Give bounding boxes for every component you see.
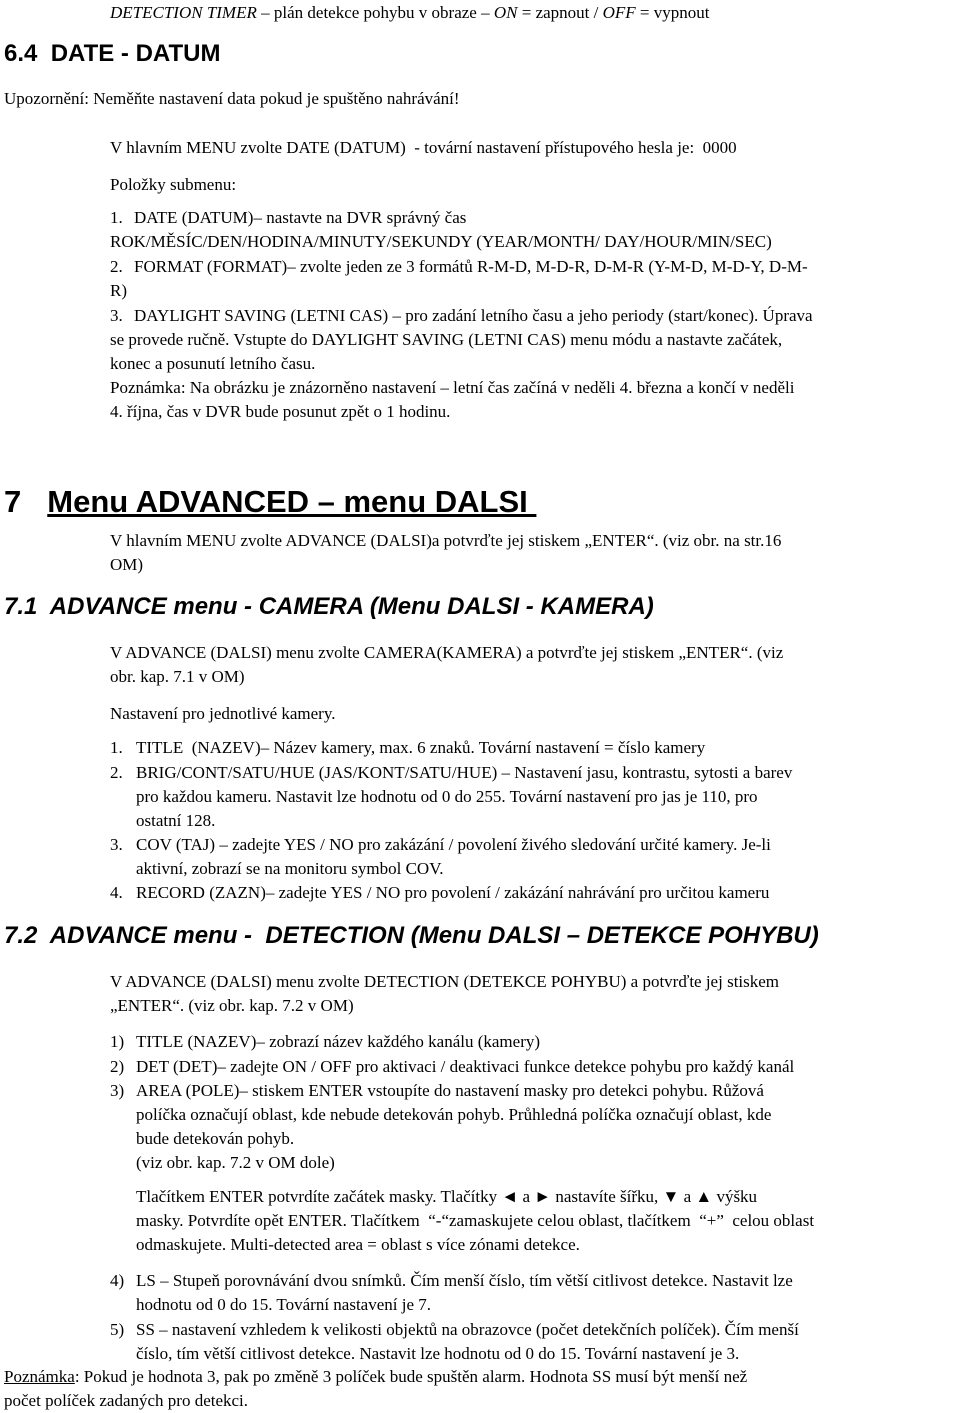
on-label: ON: [493, 3, 518, 22]
note-text: : Pokud je hodnota 3, pak po změně 3 políček bude spuštěn alarm. Hodnota SS musí být menší než: [74, 1367, 748, 1386]
list-item-line: ostatní 128.: [136, 811, 216, 830]
list-item-line: políčka označují oblast, kde nebude detekován pohyb. Průhledná políčka označují oblast, kde: [136, 1105, 772, 1124]
list-item-line: FORMAT (FORMAT)– zvolte jeden ze 3 formátů R-M-D, M-D-R, D-M-R (Y-M-D, M-D-Y, D-M-: [134, 257, 808, 276]
warning-line: [4, 88, 460, 110]
section-7-title: Menu ADVANCED – menu DALSI: [47, 484, 537, 519]
list-number: 1): [110, 1032, 125, 1051]
list-item-line: AREA (POLE)– stiskem ENTER vstoupíte do nastavení masky pro detekci pohybu. Růžová: [136, 1081, 764, 1100]
list-item-line: bude detekován pohyb.: [136, 1129, 295, 1148]
mask-line: masky. Potvrdíte opět ENTER. Tlačítkem “-“zamaskujete celou oblast, tlačítkem “+” celou oblast: [136, 1211, 815, 1230]
detection-timer-line: [110, 2, 709, 24]
detection-timer-desc: – plán detekce pohybu v obraze –: [256, 3, 494, 22]
list-item-line: DATE (DATUM)– nastavte na DVR správný čas: [134, 208, 467, 227]
section-7-1-sub: Nastavení pro jednotlivé kamery.: [110, 704, 336, 723]
section-7-text: V hlavním MENU zvolte ADVANCE (DALSI)a potvrďte jej stiskem „ENTER“. (viz obr. na str.16: [110, 531, 782, 550]
list-item-line: (viz obr. kap. 7.2 v OM dole): [136, 1153, 335, 1172]
list-item-line: R): [110, 281, 127, 300]
note-label: Poznámka: [4, 1367, 75, 1386]
list-item-line: se provede ručně. Vstupte do DAYLIGHT SAVING (LETNI CAS) menu módu a nastavte začátek,: [110, 330, 783, 349]
off-label: OFF: [602, 3, 636, 22]
section-7-number: 7: [4, 484, 22, 519]
section-7-1-intro: V ADVANCE (DALSI) menu zvolte CAMERA(KAMERA) a potvrďte jej stiskem „ENTER“. (viz: [110, 643, 784, 662]
list-number: 3.: [110, 835, 123, 854]
section-7-2-heading: 7.2 ADVANCE menu - DETECTION (Menu DALSI – DETEKCE POHYBU): [4, 922, 819, 949]
section-7-heading: [4, 484, 536, 520]
off-desc: = vypnout: [635, 3, 710, 22]
section-7-2-intro: „ENTER“. (viz obr. kap. 7.2 v OM): [110, 996, 354, 1015]
detection-note: [4, 1366, 747, 1388]
section-7-1-intro: obr. kap. 7.1 v OM): [110, 667, 245, 686]
mask-line: Tlačítkem ENTER potvrdíte začátek masky. Tlačítky ◄ a ► nastavíte šířku, ▼ a ▲ výšku: [136, 1187, 758, 1206]
section-7-2-intro: V ADVANCE (DALSI) menu zvolte DETECTION (DETEKCE POHYBU) a potvrďte jej stiskem: [110, 972, 780, 991]
section-7-text: OM): [110, 555, 144, 574]
list-number: 3.: [110, 306, 123, 325]
detection-timer-label: DETECTION TIMER: [110, 3, 257, 22]
list-item-line: DET (DET)– zadejte ON / OFF pro aktivaci / deaktivaci funkce detekce pohybu pro každý kanál: [136, 1057, 795, 1076]
date-intro: V hlavním MENU zvolte DATE (DATUM) - tovární nastavení přístupového hesla je: 0000: [110, 138, 737, 157]
list-item-line: 4. října, čas v DVR bude posunut zpět o 1 hodinu.: [110, 402, 451, 421]
submenu-label: Položky submenu:: [110, 175, 237, 194]
warning-text: Neměňte nastavení data pokud je spuštěno nahrávání!: [88, 89, 460, 108]
list-number: 2): [110, 1057, 125, 1076]
list-number: 1.: [110, 738, 123, 757]
list-number: 1.: [110, 208, 123, 227]
list-number: 4.: [110, 883, 123, 902]
list-item-line: COV (TAJ) – zadejte YES / NO pro zakázání / povolení živého sledování určité kamery. Je-li: [136, 835, 771, 854]
list-item-line: číslo, tím větší citlivost detekce. Nastavit lze hodnotu od 0 do 15. Tovární nastavení je 3.: [136, 1344, 740, 1363]
list-item-line: BRIG/CONT/SATU/HUE (JAS/KONT/SATU/HUE) – Nastavení jasu, kontrastu, sytosti a barev: [136, 763, 793, 782]
list-item-line: SS – nastavení vzhledem k velikosti objektů na obrazovce (počet detekčních políček). Čím menší: [136, 1320, 799, 1339]
list-item-line: DAYLIGHT SAVING (LETNI CAS) – pro zadání letního času a jeho periody (start/konec). Úprava: [134, 306, 813, 325]
list-item-line: RECORD (ZAZN)– zadejte YES / NO pro povolení / zakázání nahrávání pro určitou kameru: [136, 883, 770, 902]
section-7-1-heading: 7.1 ADVANCE menu - CAMERA (Menu DALSI - KAMERA): [4, 593, 654, 620]
list-number: 3): [110, 1081, 125, 1100]
list-item-line: pro každou kameru. Nastavit lze hodnotu od 0 do 255. Tovární nastavení pro jas je 110, pro: [136, 787, 758, 806]
list-item-line: TITLE (NAZEV)– zobrazí název každého kanálu (kamery): [136, 1032, 541, 1051]
list-item-line: hodnotu od 0 do 15. Tovární nastavení je 7.: [136, 1295, 432, 1314]
list-item-line: ROK/MĚSÍC/DEN/HODINA/MINUTY/SEKUNDY (YEAR/MONTH/ DAY/HOUR/MIN/SEC): [110, 232, 772, 251]
list-item-line: TITLE (NAZEV)– Název kamery, max. 6 znaků. Tovární nastavení = číslo kamery: [136, 738, 706, 757]
mask-line: odmaskujete. Multi-detected area = oblast s více zónami detekce.: [136, 1235, 580, 1254]
detection-note-line: počet políček zadaných pro detekci.: [4, 1391, 249, 1410]
section-6-4-heading: 6.4 DATE - DATUM: [4, 40, 221, 67]
on-desc: = zapnout /: [517, 3, 603, 22]
list-item-line: LS – Stupeň porovnávání dvou snímků. Čím menší číslo, tím větší citlivost detekce. Nastavit lze: [136, 1271, 793, 1290]
warning-label: Upozornění:: [4, 89, 89, 108]
list-number: 4): [110, 1271, 125, 1290]
list-item-line: konec a posunutí letního času.: [110, 354, 316, 373]
list-number: 2.: [110, 257, 123, 276]
list-item-line: aktivní, zobrazí se na monitoru symbol COV.: [136, 859, 444, 878]
list-item-line: Poznámka: Na obrázku je znázorněno nastavení – letní čas začíná v neděli 4. března a končí v neděli: [110, 378, 795, 397]
list-number: 2.: [110, 763, 123, 782]
list-number: 5): [110, 1320, 125, 1339]
